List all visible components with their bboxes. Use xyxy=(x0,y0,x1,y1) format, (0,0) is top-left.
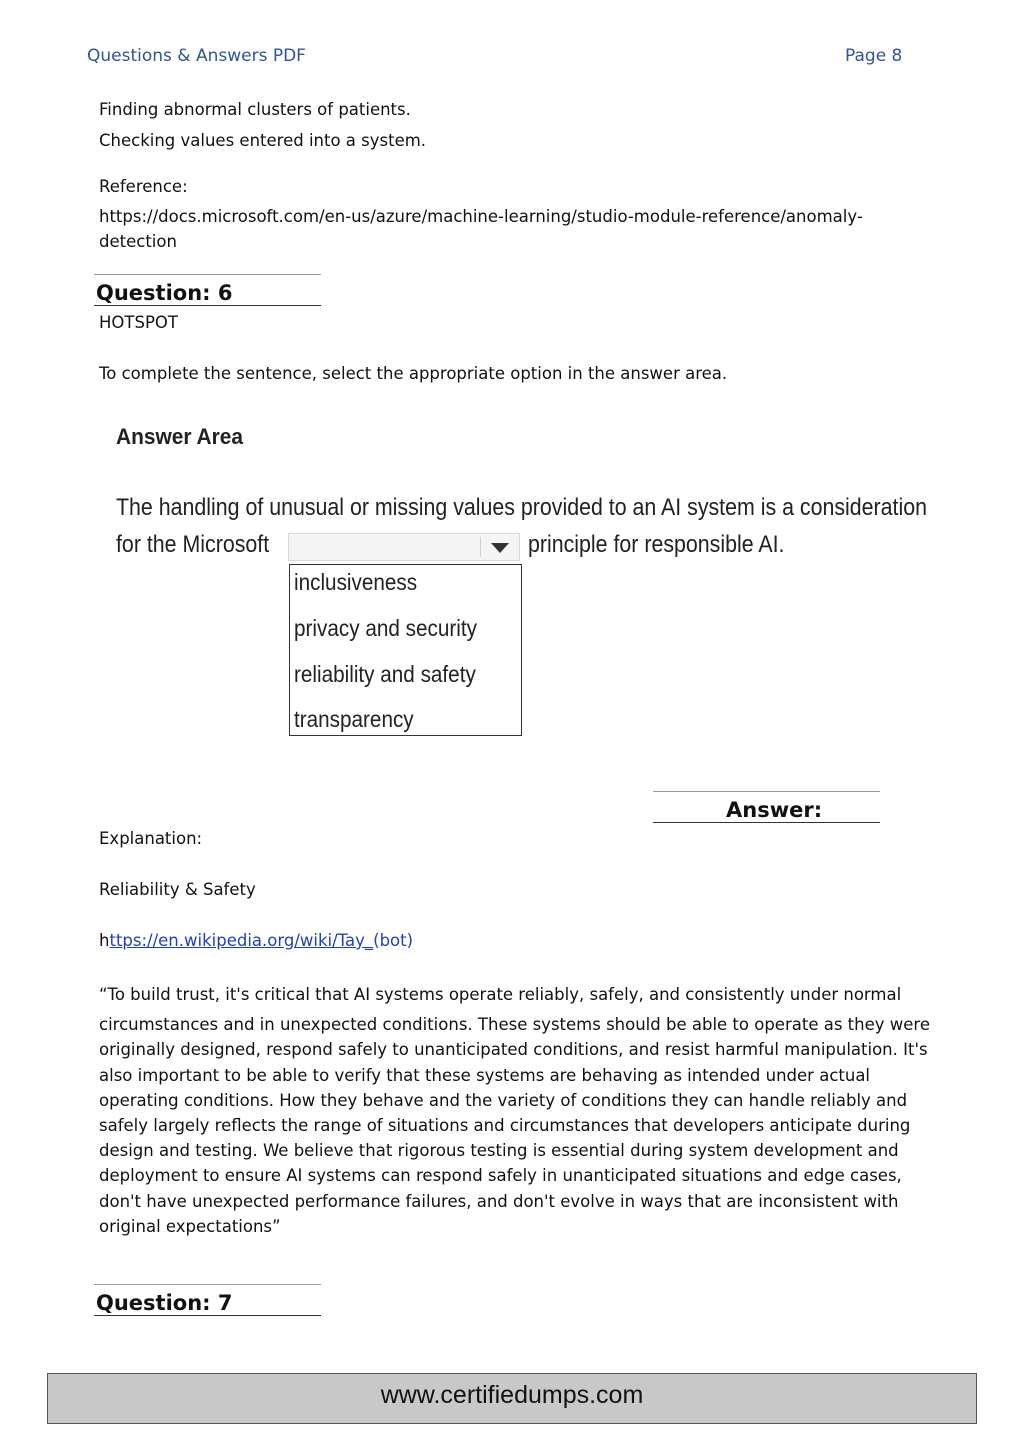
answer-label: Answer: xyxy=(726,798,823,822)
answer-text: Reliability & Safety xyxy=(99,880,256,899)
reference-label: Reference: xyxy=(99,177,188,196)
question6-bottom-rule xyxy=(94,305,321,306)
quote-line: deployment to ensure AI systems can respond safely in unanticipated situations and edge cases, xyxy=(99,1166,902,1186)
question-instruction: To complete the sentence, select the appropriate option in the answer area. xyxy=(99,364,728,383)
quote-line: operating conditions. How they behave and the variety of conditions they can handle reliably and xyxy=(99,1090,908,1110)
explanation-label: Explanation: xyxy=(99,829,203,848)
footer-site[interactable]: www.certifiedumps.com xyxy=(380,1381,644,1409)
quote-line: circumstances and in unexpected conditions. These systems should be able to operate as they were xyxy=(99,1015,930,1035)
option-privacy-and-security[interactable]: privacy and security xyxy=(294,615,477,641)
prev-answer-line-2: Checking values entered into a system. xyxy=(99,131,427,150)
quote-line: don't have unexpected performance failures, and don't evolve in ways that are inconsistent with xyxy=(99,1191,899,1211)
link-tail[interactable]: (bot) xyxy=(373,931,414,950)
answer-area-heading: Answer Area xyxy=(116,424,244,449)
question7-bottom-rule xyxy=(94,1315,321,1316)
chevron-down-icon[interactable] xyxy=(489,542,511,554)
question6-top-rule xyxy=(94,274,321,275)
reference-url-line-2[interactable]: detection xyxy=(99,232,177,251)
option-transparency[interactable]: transparency xyxy=(294,706,414,732)
quote-line: “To build trust, it's critical that AI systems operate reliably, safely, and consistently under normal xyxy=(99,985,902,1004)
principle-dropdown[interactable] xyxy=(288,533,520,561)
reference-url-line-1[interactable]: https://docs.microsoft.com/en-us/azure/machine-learning/studio-module-reference/anomaly- xyxy=(99,207,863,226)
option-reliability-and-safety[interactable]: reliability and safety xyxy=(294,661,476,687)
quote-line: design and testing. We believe that rigorous testing is essential during system development and xyxy=(99,1141,899,1161)
answer-sentence-prefix: for the Microsoft xyxy=(116,531,270,558)
answer-bottom-rule xyxy=(653,822,880,823)
answer-sentence-suffix: principle for responsible AI. xyxy=(528,531,785,558)
quote-line: original expectations” xyxy=(99,1216,281,1236)
question7-title: Question: 7 xyxy=(96,1291,233,1315)
quote-paragraph xyxy=(99,982,930,1239)
dropdown-divider xyxy=(480,537,481,557)
page-number: Page 8 xyxy=(845,46,903,66)
question6-title: Question: 6 xyxy=(96,281,233,305)
question7-top-rule xyxy=(94,1284,321,1285)
prev-answer-line-1: Finding abnormal clusters of patients. xyxy=(99,100,411,119)
quote-line: also important to be able to verify that these systems are behaving as intended under actual xyxy=(99,1065,871,1085)
quote-line: originally designed, respond safely to unanticipated conditions, and resist harmful manipulation. It's xyxy=(99,1040,928,1060)
wikipedia-link[interactable]: ttps://en.wikipedia.org/wiki/Tay_ xyxy=(109,931,374,950)
footer-bar xyxy=(47,1373,977,1424)
link-prefix: h xyxy=(99,931,110,950)
wikipedia-link-line xyxy=(99,931,413,950)
quote-line: safely largely reflects the range of situations and circumstances that developers anticipate during xyxy=(99,1116,911,1136)
answer-top-rule xyxy=(653,791,880,792)
dropdown-options-list xyxy=(289,564,522,736)
option-inclusiveness[interactable]: inclusiveness xyxy=(294,569,418,595)
header-title: Questions & Answers PDF xyxy=(87,46,306,66)
question-type: HOTSPOT xyxy=(99,313,178,332)
answer-sentence-line-1: The handling of unusual or missing values provided to an AI system is a consideration xyxy=(116,494,927,521)
